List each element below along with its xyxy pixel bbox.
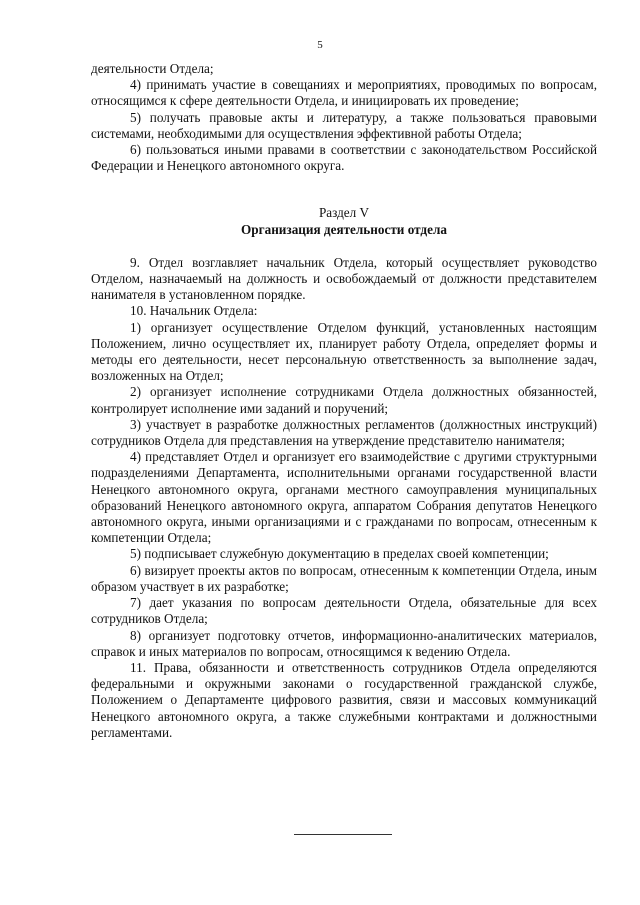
paragraph: 4) принимать участие в совещаниях и мероприятиях, проводимых по вопросам, относящимся к сфере деятельности Отдела, и инициировать их проведение;: [91, 77, 597, 109]
paragraph: 6) визирует проекты актов по вопросам, отнесенным к компетенции Отдела, иным образом участвует в их разработке;: [91, 562, 597, 594]
document-body: [91, 61, 597, 741]
paragraph: 5) получать правовые акты и литературу, а также пользоваться правовыми системами, необходимыми для осуществления эффективной работы Отдела;: [91, 109, 597, 141]
paragraph: 5) подписывает служебную документацию в пределах своей компетенции;: [130, 546, 549, 562]
page-number: 5: [317, 39, 323, 51]
paragraph: 9. Отдел возглавляет начальник Отдела, который осуществляет руководство Отделом, назначаемый на должность и освобождаемый от должности представителем нанимателя в установленном порядке.: [91, 254, 597, 303]
section-number: Раздел V: [318, 205, 370, 221]
paragraph: 11. Права, обязанности и ответственность сотрудников Отдела определяются федеральными и окружными законами о государственной гражданской службе, Положением о Департаменте цифрового развития, связи и массовых коммуникаций Ненецкого автономного округа, а также служебными контрактами и должностными регламентами.: [91, 659, 597, 740]
paragraph: деятельности Отдела;: [91, 61, 214, 76]
paragraph: 7) дает указания по вопросам деятельности Отдела, обязательные для всех сотрудников Отдела;: [91, 595, 597, 627]
paragraph: 3) участвует в разработке должностных регламентов (должностных инструкций) сотрудников Отдела для представления на утверждение представителю нанимателя;: [91, 416, 597, 449]
paragraph: 6) пользоваться иными правами в соответствии с законодательством Российской Федерации и Ненецкого автономного округа.: [91, 142, 597, 174]
paragraph: 8) организует подготовку отчетов, информационно-аналитических материалов, справок и иных материалов по вопросам, относящимся к ведению Отдела.: [91, 627, 597, 659]
paragraph: 4) представляет Отдел и организует его взаимодействие с другими структурными подразделениями Департамента, исполнительными органами государственной власти Ненецкого автономного округа, органами местного самоуправления муниципальных образований Ненецкого автономного округа, аппаратом Собрания депутатов Ненецкого автономного округа, иными организациями и с гражданами по вопросам, отнесенным к компетенции Отдела;: [91, 449, 597, 546]
paragraphs-after-section: [91, 255, 597, 741]
section-heading: [91, 205, 597, 237]
paragraphs-before-section: [91, 61, 597, 174]
paragraph: 2) организует исполнение сотрудниками Отдела должностных обязанностей, контролирует исполнение ими заданий и поручений;: [91, 384, 597, 416]
paragraph: 1) организует осуществление Отделом функций, установленных настоящим Положением, лично осуществляет их, планирует работу Отдела, определяет формы и методы его деятельности, несет персональную ответственность за выполнение задач, возложенных на Отдел;: [91, 319, 597, 384]
paragraph: 10. Начальник Отдела:: [130, 303, 258, 319]
section-title: Организация деятельности отдела: [241, 221, 447, 237]
end-rule: [294, 834, 392, 835]
